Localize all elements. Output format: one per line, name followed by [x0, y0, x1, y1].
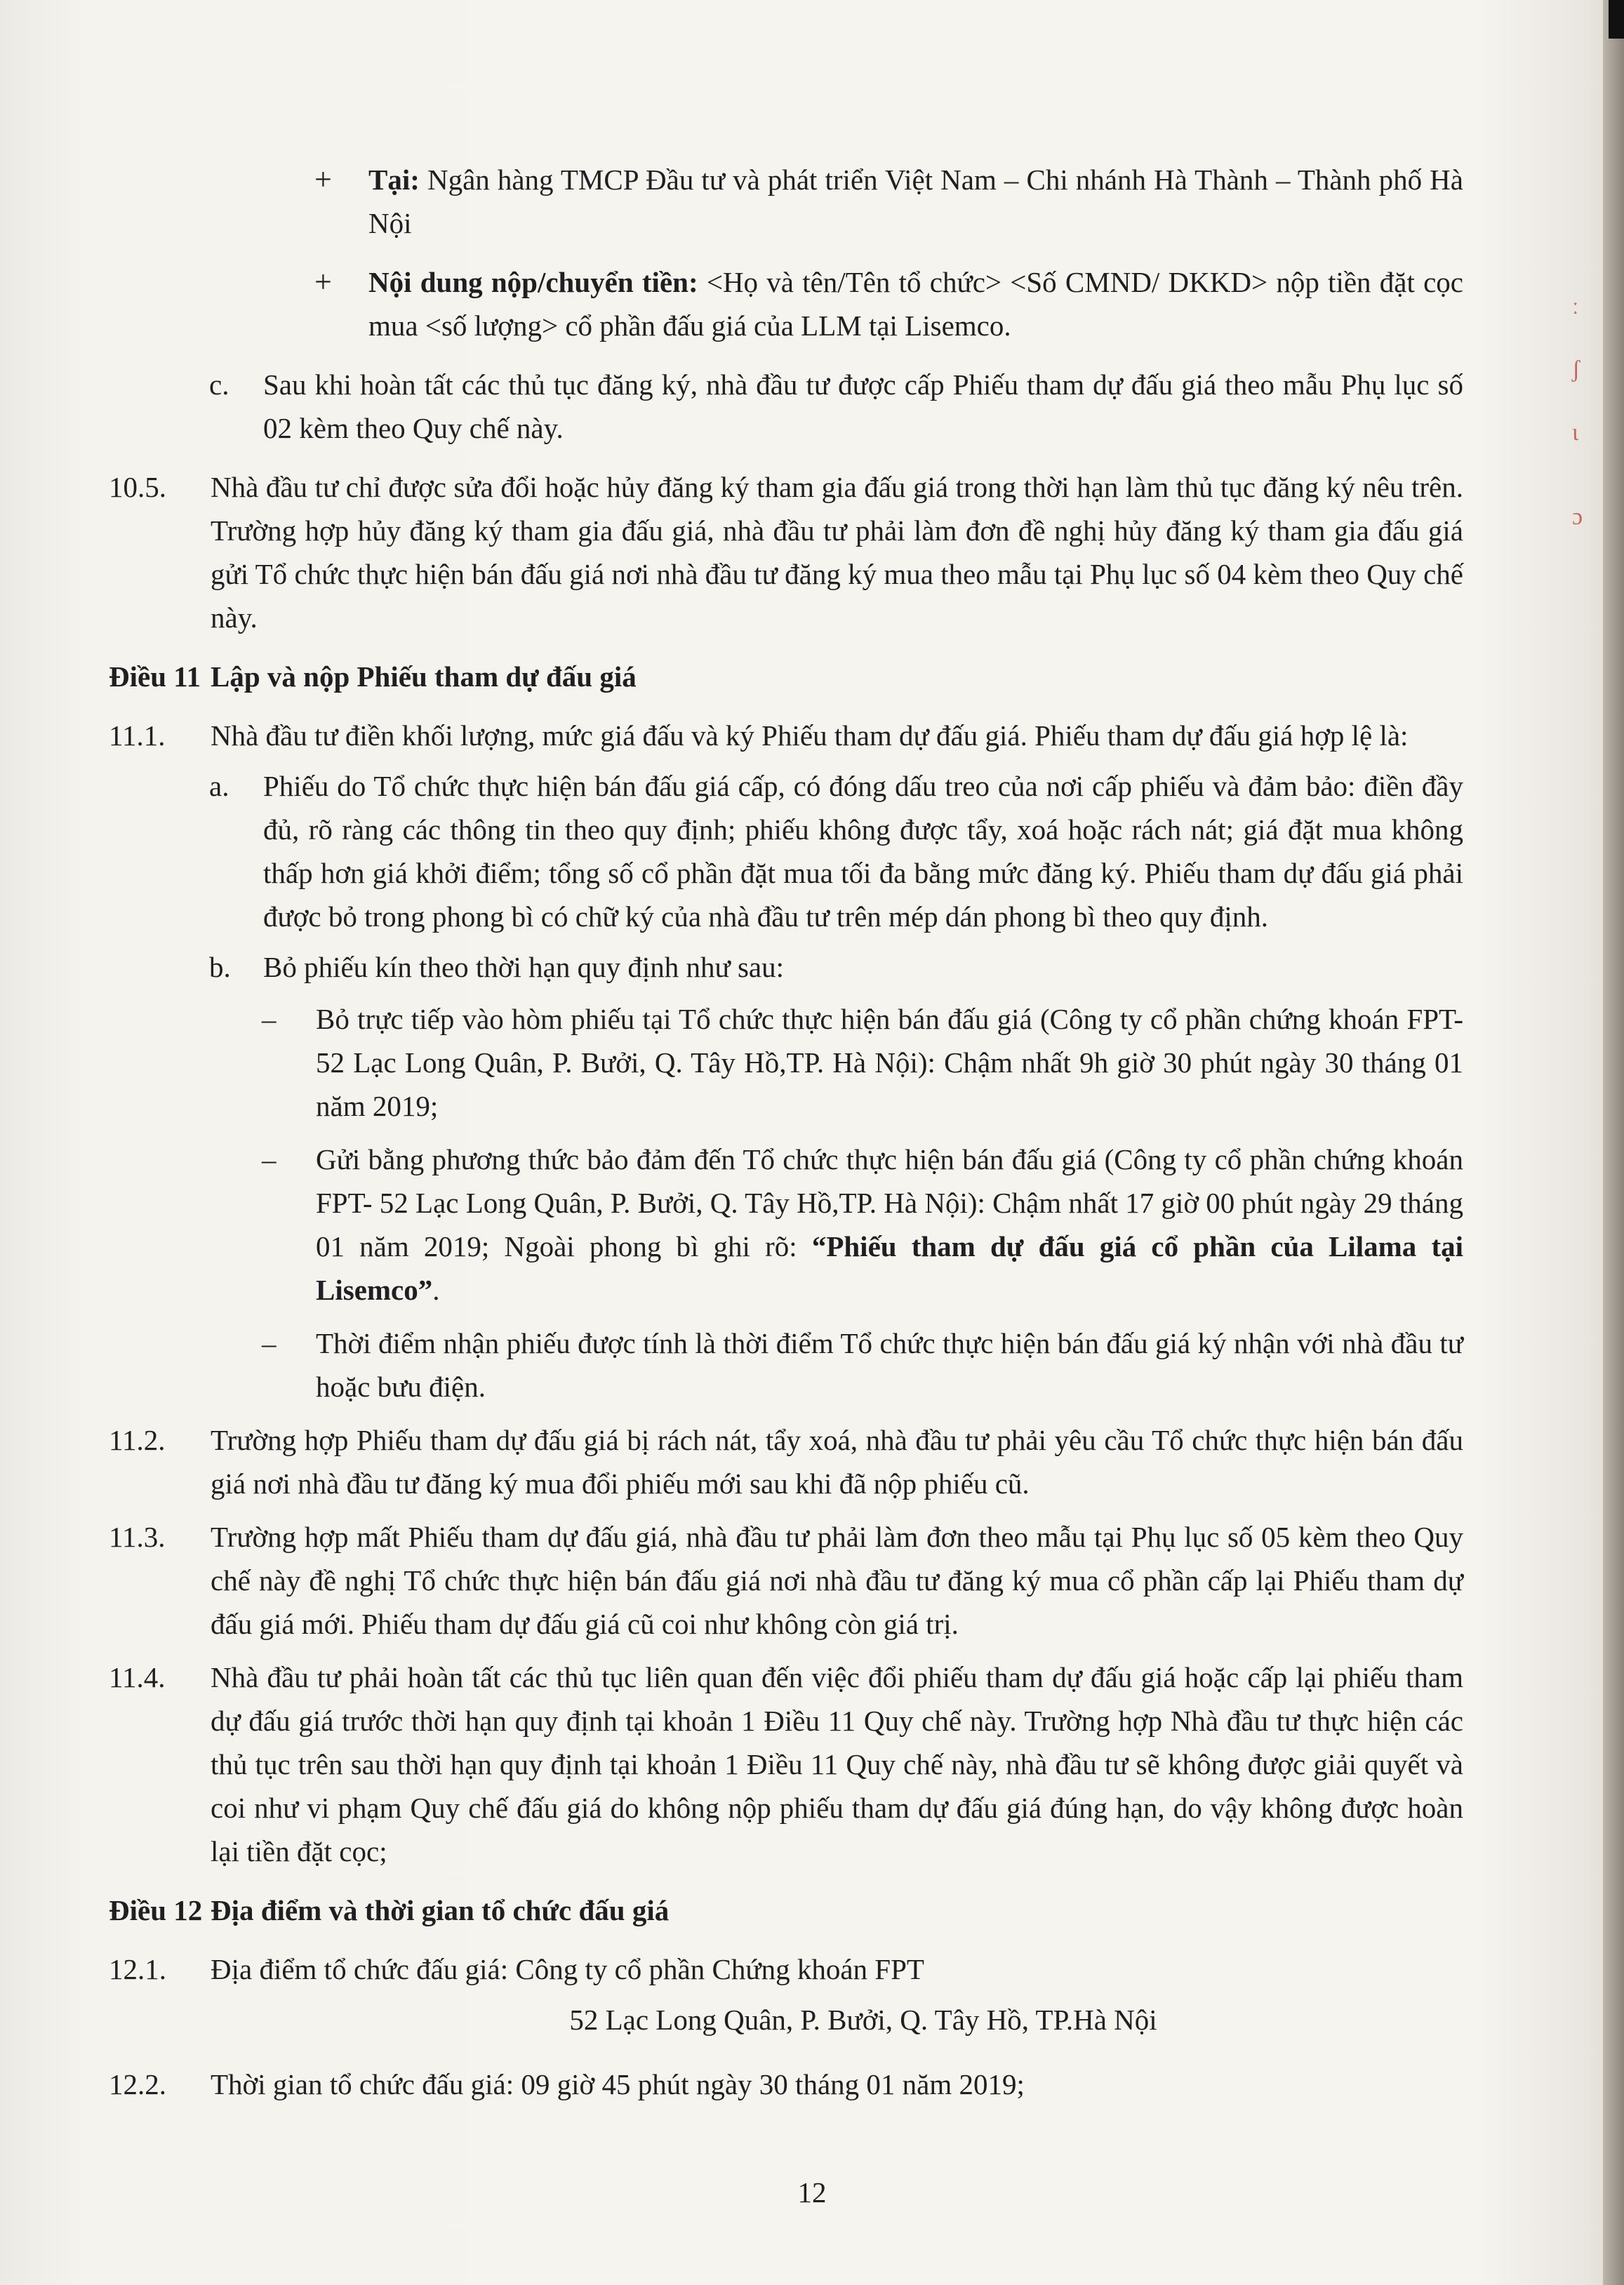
article-title: Địa điểm và thời gian tổ chức đấu giá: [211, 1894, 670, 1926]
clause-11-2: [109, 1418, 1463, 1505]
clause-10-5: [109, 465, 1463, 639]
dash-text: Bỏ trực tiếp vào hòm phiếu tại Tổ chức thực hiện bán đấu giá (Công ty cổ phần chứng khoán FPT- 52 Lạc Long Quân, P. Bưởi, Q. Tây Hồ,TP. Hà Nội): Chậm nhất 9h giờ 30 phút ngày 30 tháng 01 năm 2019;: [316, 1003, 1463, 1122]
clause-number: 11.1.: [109, 719, 166, 752]
clause-number: 11.4.: [109, 1661, 166, 1693]
bullet-marker: +: [314, 265, 332, 299]
list-item-a: [109, 764, 1463, 938]
item-label: b.: [209, 951, 231, 983]
clause-11-1: [109, 714, 1463, 757]
article-number: Điều 12: [109, 1894, 203, 1926]
article-12-heading: [109, 1888, 1463, 1932]
clause-11-4: [109, 1656, 1463, 1873]
clause-11-3: [109, 1515, 1463, 1646]
item-label: c.: [209, 368, 229, 401]
scan-corner-mark: [1609, 0, 1624, 39]
bullet-marker: +: [314, 162, 332, 196]
dash-bold-text: “Phiếu tham dự đấu giá cổ phần của Lilama tại Lisemco”: [316, 1230, 1463, 1306]
article-11-heading: [109, 655, 1463, 698]
dash-item: [109, 1138, 1463, 1312]
item-text: Bỏ phiếu kín theo thời hạn quy định như sau:: [263, 951, 784, 983]
item-text: Phiếu do Tổ chức thực hiện bán đấu giá cấp, có đóng dấu treo của nơi cấp phiếu và đảm bảo: điền đầy đủ, rõ ràng các thông tin theo quy định; phiếu không được tẩy, xoá hoặc rách nát; giá đặt mua không thấp hơn giá khởi điểm; tổng số cổ phần đặt mua tối đa bằng mức đăng ký. Phiếu tham dự đấu giá phải được bỏ trong phong bì có chữ ký của nhà đầu tư trên mép dán phong bì theo quy định.: [263, 770, 1463, 933]
item-label: a.: [209, 770, 229, 802]
clause-12-2: [109, 2063, 1463, 2106]
dash-item: [109, 997, 1463, 1128]
bullet-label: Nội dung nộp/chuyển tiền:: [368, 266, 698, 298]
clause-text: Nhà đầu tư điền khối lượng, mức giá đấu và ký Phiếu tham dự đấu giá. Phiếu tham dự đấu giá hợp lệ là:: [211, 719, 1409, 752]
stamp-mark: ʃ: [1572, 357, 1580, 382]
clause-text: Nhà đầu tư chỉ được sửa đổi hoặc hủy đăng ký tham gia đấu giá trong thời hạn làm thủ tục đăng ký nêu trên. Trường hợp hủy đăng ký tham gia đấu giá, nhà đầu tư phải làm đơn đề nghị hủy đăng ký tham gia đấu giá gửi Tổ chức thực hiện bán đấu giá nơi nhà đầu tư đăng ký mua theo mẫu tại Phụ lục số 04 kèm theo Quy chế này.: [211, 471, 1463, 634]
article-number: Điều 11: [109, 660, 201, 693]
clause-text: Nhà đầu tư phải hoàn tất các thủ tục liên quan đến việc đổi phiếu tham dự đấu giá hoặc cấp lại phiếu tham dự đấu giá trước thời hạn quy định tại khoản 1 Điều 11 Quy chế này. Trường hợp Nhà đầu tư thực hiện các thủ tục trên sau thời hạn quy định tại khoản 1 Điều 11 Quy chế này, nhà đầu tư sẽ không được giải quyết và coi như vi phạm Quy chế đấu giá do không nộp phiếu tham dự đấu giá đúng hạn, do vậy không được hoàn lại tiền đặt cọc;: [211, 1661, 1463, 1867]
list-item-c: [109, 363, 1463, 450]
clause-number: 11.3.: [109, 1521, 166, 1553]
article-title: Lập và nộp Phiếu tham dự đấu giá: [211, 660, 637, 693]
bullet-label: Tại:: [368, 164, 420, 196]
clause-12-1: [109, 1947, 1463, 1991]
clause-number: 12.1.: [109, 1953, 166, 1985]
document-body: [109, 158, 1463, 2106]
auction-address: 52 Lạc Long Quân, P. Bưởi, Q. Tây Hồ, TP.Hà Nội: [569, 2004, 1157, 2036]
dash-text: Gửi bằng phương thức bảo đảm đến Tổ chức thực hiện bán đấu giá (Công ty cổ phần chứng khoán FPT- 52 Lạc Long Quân, P. Bưởi, Q. Tây Hồ,TP. Hà Nội): Chậm nhất 17 giờ 00 phút ngày 29 tháng 01 năm 2019; Ngoài phong bì ghi rõ:: [316, 1143, 1463, 1263]
item-text: Sau khi hoàn tất các thủ tục đăng ký, nhà đầu tư được cấp Phiếu tham dự đấu giá theo mẫu Phụ lục số 02 kèm theo Quy chế này.: [263, 368, 1463, 444]
dash-text: Thời điểm nhận phiếu được tính là thời điểm Tổ chức thực hiện bán đấu giá ký nhận với nhà đầu tư hoặc bưu điện.: [316, 1327, 1463, 1403]
dash-marker: –: [262, 1003, 277, 1035]
stamp-mark: ɩ: [1572, 420, 1579, 446]
list-item-b: [109, 945, 1463, 989]
bullet-item: [109, 260, 1463, 347]
clause-number: 11.2.: [109, 1424, 166, 1456]
page-number: 12: [797, 2176, 827, 2209]
clause-text: Địa điểm tổ chức đấu giá: Công ty cổ phần Chứng khoán FPT: [211, 1953, 924, 1985]
clause-text: Trường hợp mất Phiếu tham dự đấu giá, nhà đầu tư phải làm đơn theo mẫu tại Phụ lục số 05 kèm theo Quy chế này đề nghị Tổ chức thực hiện bán đấu giá nơi nhà đầu tư đăng ký mua cổ phần cấp lại Phiếu tham dự đấu giá mới. Phiếu tham dự đấu giá cũ coi như không còn giá trị.: [211, 1521, 1463, 1640]
page-edge-shadow: [1603, 0, 1624, 2285]
stamp-mark: ː: [1572, 293, 1579, 319]
bullet-item: [109, 158, 1463, 245]
dash-marker: –: [262, 1327, 277, 1359]
dash-marker: –: [262, 1143, 277, 1175]
clause-text: Trường hợp Phiếu tham dự đấu giá bị rách nát, tẩy xoá, nhà đầu tư phải yêu cầu Tổ chức thực hiện bán đấu giá nơi nhà đầu tư đăng ký mua đổi phiếu mới sau khi đã nộp phiếu cũ.: [211, 1424, 1463, 1500]
dash-item: [109, 1321, 1463, 1408]
clause-number: 12.2.: [109, 2068, 166, 2100]
bullet-text: <Họ và tên/Tên tổ chức> <Số CMND/ DKKD> nộp tiền đặt cọc mua <số lượng> cổ phần đấu giá của LLM tại Lisemco.: [368, 266, 1463, 342]
stamp-mark: ɔ: [1572, 504, 1583, 530]
bullet-text: Ngân hàng TMCP Đầu tư và phát triển Việt Nam – Chi nhánh Hà Thành – Thành phố Hà Nội: [368, 164, 1463, 239]
dash-text-end: .: [432, 1274, 440, 1306]
clause-number: 10.5.: [109, 471, 166, 503]
clause-text: Thời gian tổ chức đấu giá: 09 giờ 45 phút ngày 30 tháng 01 năm 2019;: [211, 2068, 1025, 2100]
